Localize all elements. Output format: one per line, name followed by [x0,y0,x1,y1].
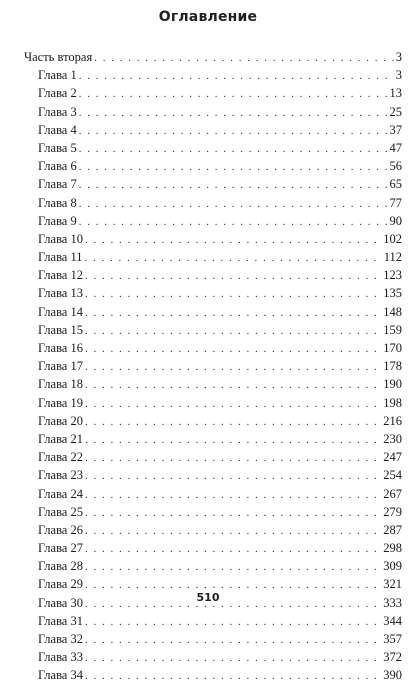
toc-chapter-entry [24,503,402,521]
dot-leader [85,649,381,667]
toc-chapter-label: Глава 7 [38,177,77,192]
toc-chapter-entry [24,248,402,266]
toc-chapter-label: Глава 26 [38,522,83,537]
toc-chapter-page: 309 [383,559,402,574]
dot-leader [85,304,381,322]
dot-leader [79,122,388,140]
toc-chapter-label: Глава 12 [38,268,83,283]
toc-chapter-page: 159 [383,322,402,337]
dot-leader [85,467,381,485]
toc-chapter-page: 287 [383,522,402,537]
toc-chapter-label: Глава 32 [38,632,83,646]
toc-chapter-entry [24,430,402,448]
toc-chapter-label: Глава 14 [38,304,83,319]
toc-chapter-label: Глава 28 [38,559,83,574]
toc-chapter-page: 47 [389,140,402,155]
toc-chapter-entry [24,194,402,212]
page-number: 510 [196,591,220,604]
toc-chapter-label: Глава 8 [38,195,77,210]
toc-chapter-page: 190 [383,377,402,392]
toc-chapter-entry [24,666,402,684]
toc-chapter-page: 90 [389,213,402,228]
toc-chapter-label: Глава 24 [38,486,83,501]
toc-chapter-entry [24,321,402,339]
toc-chapter-entry [24,266,402,284]
toc-chapter-page: 102 [383,231,402,246]
toc-title: Оглавление [158,9,258,25]
toc-chapter-entry [24,521,402,539]
dot-leader [85,413,381,431]
toc-chapter-label: Глава 29 [38,577,83,592]
toc-chapter-page: 37 [389,122,402,137]
dot-leader [85,504,381,522]
toc-chapter-page: 333 [383,595,402,610]
toc-chapter-label: Глава 33 [38,650,83,665]
toc-chapter-entry [24,412,402,430]
toc-chapter-label: Глава 1 [38,68,77,83]
dot-leader [85,667,381,685]
dot-leader [85,376,381,394]
toc-chapter-page: 123 [383,268,402,283]
dot-leader [85,267,381,285]
toc-chapter-entry [24,175,402,193]
toc-chapter-page: 178 [383,359,402,374]
toc-chapter-label: Глава 21 [38,431,83,446]
toc-chapter-label: Глава 19 [38,395,83,410]
toc-chapter-entry [24,339,402,357]
dot-leader [85,613,381,631]
toc-chapter-page: 65 [389,177,402,192]
dot-leader [85,522,381,540]
toc-chapter-entry [24,648,402,666]
toc-chapter-entry [24,103,402,121]
toc-chapter-entry [24,485,402,503]
toc-chapter-label: Глава 18 [38,377,83,392]
toc-chapter-entry [24,284,402,302]
toc-chapter-label: Глава 25 [38,504,83,519]
dot-leader [79,104,388,122]
toc-chapter-entry [24,121,402,139]
dot-leader [85,540,381,558]
toc-chapter-entry [24,357,402,375]
toc-chapter-label: Глава 5 [38,140,77,155]
toc-chapter-page: 25 [389,104,402,119]
toc-chapter-entry [24,230,402,248]
toc-chapter-entry [24,557,402,575]
toc-chapter-entry [24,157,402,175]
toc-chapter-page: 254 [383,468,402,483]
toc-chapter-page: 321 [383,577,402,592]
toc-chapter-page: 148 [383,304,402,319]
dot-leader [85,395,381,413]
toc-chapter-label: Глава 34 [38,668,83,683]
toc-chapter-page: 135 [383,286,402,301]
dot-leader [79,195,388,213]
toc-chapter-label: Глава 11 [38,250,83,265]
dot-leader [85,631,381,649]
dot-leader [79,85,388,103]
toc-chapter-entry [24,394,402,412]
toc-chapter-page: 344 [383,613,402,628]
dot-leader [85,231,381,249]
toc-chapter-entry [24,448,402,466]
toc-chapter-entry [24,84,402,102]
toc-chapter-label: Глава 20 [38,413,83,428]
toc-chapter-page: 230 [383,431,402,446]
toc-chapter-entry [24,212,402,230]
toc-chapter-entry [24,303,402,321]
toc-chapter-page: 13 [389,86,402,101]
dot-leader [79,176,388,194]
toc-chapter-label: Глава 22 [38,450,83,465]
toc-chapter-label: Глава 3 [38,104,77,119]
toc-chapter-entry [24,66,402,84]
toc-chapter-label: Глава 4 [38,122,77,137]
toc-chapter-page: 56 [389,159,402,174]
table-of-contents [24,48,402,685]
toc-chapter-label: Глава 31 [38,613,83,628]
dot-leader [85,431,381,449]
dot-leader [79,67,394,85]
toc-chapter-page: 3 [395,68,402,83]
dot-leader [85,558,381,576]
toc-chapter-label: Глава 27 [38,541,83,556]
toc-chapter-entry [24,630,402,648]
dot-leader [85,358,381,376]
toc-chapter-label: Глава 15 [38,322,83,337]
toc-chapter-entry [24,539,402,557]
dot-leader [94,49,394,67]
toc-part-label: Часть вторая [24,50,93,64]
toc-chapter-label: Глава 17 [38,359,83,374]
toc-part-page: 3 [395,50,402,64]
toc-chapter-page: 198 [383,395,402,410]
dot-leader [79,213,388,231]
toc-chapter-label: Глава 16 [38,341,83,355]
dot-leader [85,249,382,267]
dot-leader [85,486,381,504]
dot-leader [85,322,381,340]
toc-chapter-page: 247 [383,450,402,465]
dot-leader [79,158,388,176]
toc-chapter-entry [24,375,402,393]
toc-chapter-entry [24,139,402,157]
toc-chapter-page: 279 [383,504,402,519]
toc-chapter-label: Глава 23 [38,468,83,483]
toc-chapter-label: Глава 2 [38,86,77,101]
toc-chapter-label: Глава 13 [38,286,83,301]
toc-chapter-label: Глава 10 [38,231,83,246]
toc-part-entry [24,48,402,66]
toc-chapter-label: Глава 6 [38,159,77,174]
toc-chapter-page: 298 [383,541,402,556]
toc-chapter-page: 77 [389,195,402,210]
toc-chapter-page: 372 [383,650,402,665]
toc-chapter-label: Глава 9 [38,213,77,228]
toc-chapter-page: 357 [383,632,402,646]
toc-chapter-entry [24,466,402,484]
toc-chapter-page: 216 [383,413,402,428]
toc-chapter-page: 267 [383,486,402,501]
dot-leader [85,285,381,303]
toc-chapter-page: 170 [383,341,402,355]
toc-chapter-page: 112 [383,250,402,265]
dot-leader [85,340,381,358]
dot-leader [85,449,381,467]
toc-chapter-label: Глава 30 [38,595,83,610]
dot-leader [79,140,388,158]
toc-chapter-page: 390 [383,668,402,683]
